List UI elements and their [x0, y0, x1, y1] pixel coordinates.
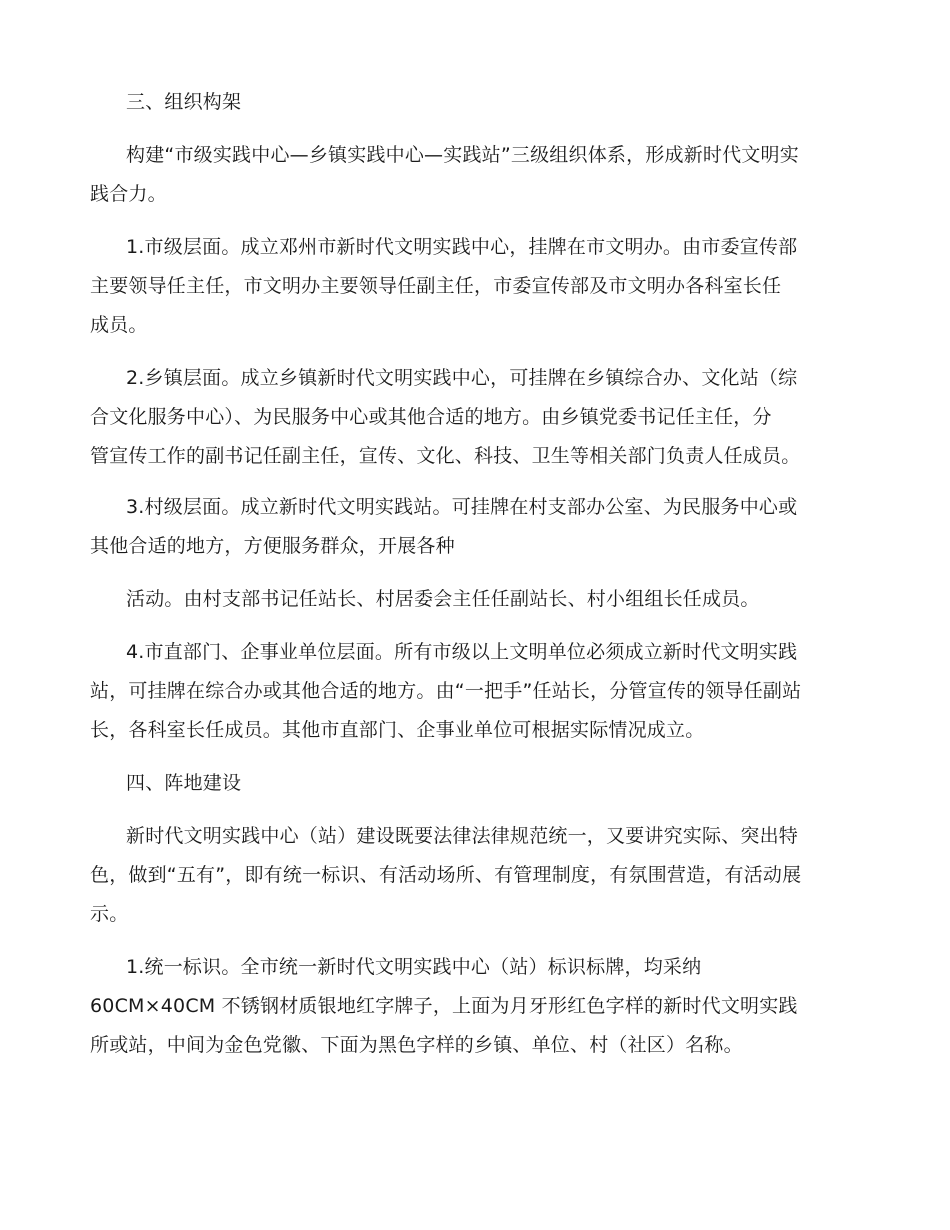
paragraph-line: 合文化服务中心）、为民服务中心或其他合适的地方。由乡镇党委书记任主任，分	[90, 406, 772, 428]
paragraph-line: 主要领导任主任，市文明办主要领导任副主任，市委宣传部及市文明办各科室长任	[90, 275, 782, 297]
paragraph-line: 3.村级层面。成立新时代文明实践站。可挂牌在村支部办公室、为民服务中心或	[126, 496, 798, 518]
paragraph-line: 所或站，中间为金色党徽、下面为黑色字样的乡镇、单位、村（社区）名称。	[90, 1034, 743, 1056]
paragraph-line: 活动。由村支部书记任站长、村居委会主任任副站长、村小组组长任成员。	[126, 588, 760, 610]
paragraph-line: 60CM×40CM 不锈钢材质银地红字牌子，上面为月牙形红色字样的新时代文明实践	[90, 995, 798, 1017]
section-heading-organization: 三、组织构架	[126, 91, 242, 113]
paragraph-line: 色，做到“五有”，即有统一标识、有活动场所、有管理制度，有氛围营造，有活动展	[90, 864, 802, 886]
paragraph-line: 构建“市级实践中心—乡镇实践中心—实践站”三级组织体系，形成新时代文明实	[126, 144, 799, 166]
paragraph-line: 站，可挂牌在综合办或其他合适的地方。由“一把手”任站长，分管宣传的领导任副站	[90, 680, 802, 702]
paragraph-line: 管宣传工作的副书记任副主任，宣传、文化、科技、卫生等相关部门负责人任成员。	[90, 445, 801, 467]
paragraph-line: 践合力。	[90, 183, 167, 205]
paragraph-line: 1.市级层面。成立邓州市新时代文明实践中心，挂牌在市文明办。由市委宣传部	[126, 236, 798, 258]
paragraph-line: 成员。	[90, 314, 148, 336]
paragraph-line: 4.市直部门、企事业单位层面。所有市级以上文明单位必须成立新时代文明实践	[126, 641, 798, 663]
paragraph-line: 新时代文明实践中心（站）建设既要法律法律规范统一，又要讲究实际、突出特	[126, 825, 799, 847]
paragraph-line: 其他合适的地方，方便服务群众，开展各种	[90, 535, 455, 557]
paragraph-line: 1.统一标识。全市统一新时代文明实践中心（站）标识标牌，均采纳	[126, 956, 702, 978]
paragraph-line: 长，各科室长任成员。其他市直部门、企事业单位可根据实际情况成立。	[90, 719, 705, 741]
paragraph-line: 示。	[90, 903, 129, 925]
paragraph-line: 2.乡镇层面。成立乡镇新时代文明实践中心，可挂牌在乡镇综合办、文化站（综	[126, 367, 798, 389]
section-heading-construction: 四、阵地建设	[126, 772, 242, 794]
